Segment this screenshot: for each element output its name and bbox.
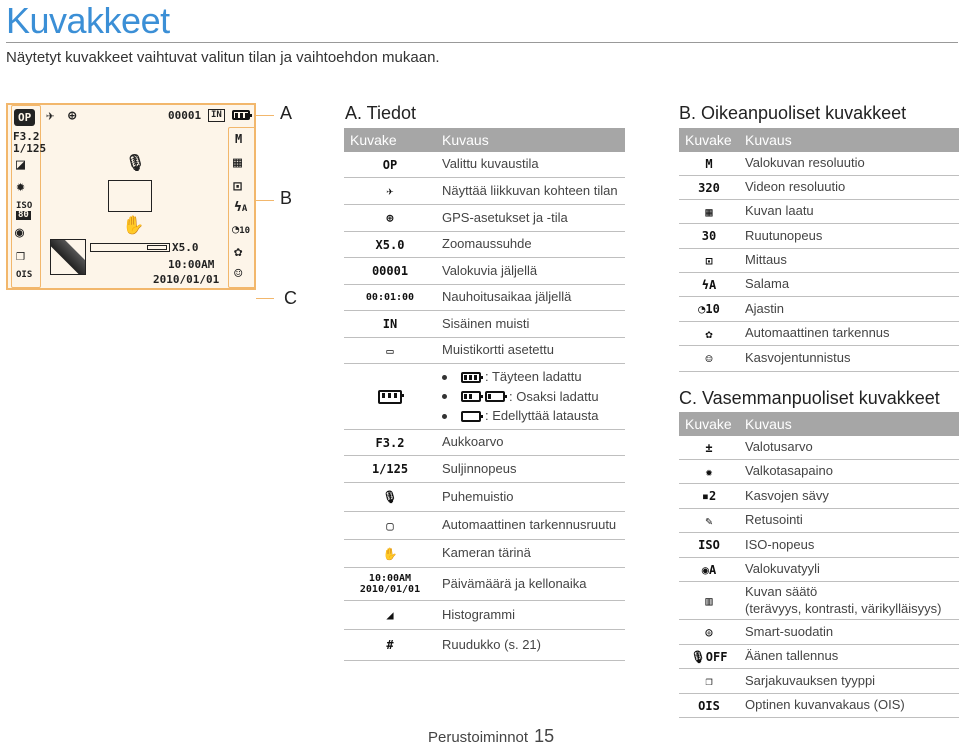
gps-icon: ⊕ bbox=[68, 108, 77, 124]
row-description: Zoomaussuhde bbox=[442, 236, 532, 252]
aperture-value: F3.2 bbox=[13, 130, 40, 143]
photo-style-icon: ◉A bbox=[701, 562, 717, 577]
record-time-icon: 00:01:00 bbox=[365, 292, 415, 303]
motion-icon: ✈ bbox=[386, 184, 394, 198]
row-description: Videon resoluutio bbox=[745, 179, 846, 195]
photo-resolution-icon: M bbox=[705, 156, 713, 171]
section-b-title: B. Oikeanpuoliset kuvakkeet bbox=[679, 103, 907, 123]
callout-line-a bbox=[256, 115, 274, 116]
date-time-icon: 10:00AM 2010/01/01 bbox=[359, 573, 421, 595]
row-description: ISO-nopeus bbox=[745, 536, 815, 552]
page-subtitle: Näytetyt kuvakkeet vaihtuvat valitun tilan ja vaihtoehdon mukaan. bbox=[6, 49, 440, 66]
battery-icon bbox=[461, 411, 481, 422]
exposure-icon: ± bbox=[705, 440, 713, 455]
row-description: Nauhoitusaikaa jäljellä bbox=[442, 289, 572, 305]
table-row bbox=[344, 456, 625, 483]
row-description: Mittaus bbox=[745, 252, 787, 268]
battery-state-text: : Osaksi ladattu bbox=[509, 388, 599, 404]
table-row bbox=[344, 430, 625, 456]
ois-icon: OIS bbox=[16, 270, 33, 280]
table-row bbox=[344, 540, 625, 568]
flash-icon: ϟA bbox=[234, 200, 248, 215]
row-description: Salama bbox=[745, 276, 790, 292]
table-row bbox=[679, 620, 959, 645]
battery-icon bbox=[344, 390, 436, 404]
table-row bbox=[679, 582, 959, 620]
row-description bbox=[436, 367, 625, 426]
table-row bbox=[679, 694, 959, 718]
motion-icon: ✈ bbox=[46, 108, 55, 124]
grid-icon: # bbox=[386, 638, 394, 652]
histogram-icon: ◢ bbox=[386, 608, 394, 622]
table-row bbox=[679, 152, 959, 176]
section-b-header bbox=[679, 128, 959, 152]
row-description: Kuvan laatu bbox=[745, 203, 814, 219]
table-row bbox=[679, 176, 959, 200]
table-row bbox=[344, 568, 625, 601]
face-detection-icon: ☺ bbox=[234, 266, 243, 282]
quality-icon: ▦ bbox=[233, 153, 243, 171]
table-row bbox=[679, 669, 959, 694]
internal-memory-icon: IN bbox=[382, 317, 398, 331]
row-description: Valittu kuvaustila bbox=[442, 156, 539, 172]
battery-state bbox=[442, 387, 625, 407]
exposure-icon: ◪ bbox=[16, 155, 26, 173]
table-row bbox=[679, 436, 959, 460]
table-row bbox=[344, 285, 625, 311]
screen-time: 10:00AM bbox=[168, 258, 215, 271]
table-row bbox=[344, 483, 625, 512]
table-row bbox=[679, 273, 959, 297]
table-row bbox=[679, 200, 959, 224]
row-description: Sarjakuvauksen tyyppi bbox=[745, 672, 876, 688]
camera-shake-icon: ✋ bbox=[122, 215, 145, 236]
autofocus-icon: ✿ bbox=[705, 326, 713, 341]
page-footer bbox=[428, 726, 554, 747]
row-description: Kasvojen sävy bbox=[745, 487, 829, 503]
focus-frame-icon: ▢ bbox=[386, 518, 394, 533]
frame-rate-icon: 30 bbox=[701, 229, 717, 243]
iso-icon-bottom: 80 bbox=[18, 210, 29, 220]
battery-state bbox=[442, 406, 625, 426]
microphone-icon: 🎙 bbox=[382, 490, 398, 504]
row-description: Ajastin bbox=[745, 300, 785, 316]
table-row bbox=[344, 364, 625, 430]
row-description: Sisäinen muisti bbox=[442, 315, 530, 331]
metering-icon: ⊡ bbox=[233, 177, 243, 195]
camera-screen bbox=[6, 103, 256, 290]
callout-line-c bbox=[256, 298, 274, 299]
row-description: Retusointi bbox=[745, 512, 803, 528]
table-row bbox=[344, 630, 625, 661]
row-description: Kasvojentunnistus bbox=[745, 350, 851, 366]
timer-icon: ◔10 bbox=[698, 302, 720, 316]
photo-counter-icon: 00001 bbox=[371, 264, 409, 278]
row-description: Kameran tärinä bbox=[442, 545, 531, 561]
white-balance-icon: ✹ bbox=[16, 177, 26, 195]
row-description: Ruudukko (s. 21) bbox=[442, 636, 541, 652]
row-description: Histogrammi bbox=[442, 606, 515, 622]
battery-icon bbox=[461, 372, 481, 383]
row-description: Automaattinen tarkennus bbox=[745, 325, 890, 341]
table-row bbox=[344, 178, 625, 205]
table-row bbox=[679, 533, 959, 558]
battery-state-text: : Edellyttää latausta bbox=[485, 408, 599, 424]
table-row bbox=[679, 558, 959, 582]
metering-icon: ⊡ bbox=[705, 253, 713, 268]
col-icon-header: Kuvake bbox=[685, 416, 732, 432]
row-description: Valokuvatyyli bbox=[745, 561, 820, 577]
aperture-icon: F3.2 bbox=[375, 435, 405, 450]
table-row bbox=[679, 322, 959, 346]
table-row bbox=[679, 249, 959, 273]
video-resolution-icon: 320 bbox=[698, 180, 720, 195]
row-description: Puhemuistio bbox=[442, 488, 514, 504]
smart-filter-icon: ◎ bbox=[705, 625, 713, 639]
ois-icon: OIS bbox=[698, 698, 720, 713]
footer-label: Perustoiminnot bbox=[428, 729, 529, 746]
face-detection-icon: ☺ bbox=[705, 351, 713, 366]
callout-label-b: B bbox=[280, 188, 293, 208]
zoom-bar bbox=[90, 243, 170, 252]
table-row bbox=[344, 152, 625, 178]
section-a-header bbox=[344, 128, 625, 152]
memory-card-icon: ▭ bbox=[386, 343, 394, 358]
table-row bbox=[679, 297, 959, 322]
shooting-mode-icon: OP bbox=[14, 109, 35, 126]
section-c-header bbox=[679, 412, 959, 436]
col-icon-header: Kuvake bbox=[685, 132, 732, 148]
row-description: Valokuvan resoluutio bbox=[745, 155, 865, 171]
row-description: Ruutunopeus bbox=[745, 227, 823, 243]
col-desc-header: Kuvaus bbox=[745, 416, 792, 432]
row-description: Aukkoarvo bbox=[442, 434, 504, 450]
camera-shake-icon: ✋ bbox=[382, 546, 398, 561]
table-row bbox=[679, 224, 959, 249]
row-description: Muistikortti asetettu bbox=[442, 342, 554, 358]
shooting-mode-icon: OP bbox=[382, 157, 398, 172]
gps-icon: ⊕ bbox=[386, 211, 394, 225]
shutter-value: 1/125 bbox=[13, 142, 47, 155]
burst-icon: ❐ bbox=[705, 674, 713, 688]
table-row bbox=[679, 484, 959, 509]
flash-icon: ϟA bbox=[701, 277, 717, 292]
row-description: Äänen tallennus bbox=[745, 648, 839, 664]
face-tone-icon: ▪2 bbox=[701, 489, 717, 503]
battery-state bbox=[442, 367, 625, 387]
microphone-icon: 🎙 bbox=[125, 153, 146, 172]
table-row bbox=[679, 509, 959, 533]
section-c-title: C. Vasemmanpuoliset kuvakkeet bbox=[679, 388, 940, 408]
row-description: Optinen kuvanvakaus (OIS) bbox=[745, 697, 905, 713]
table-row bbox=[344, 338, 625, 364]
row-description: GPS-asetukset ja -tila bbox=[442, 209, 568, 225]
table-row bbox=[679, 346, 959, 372]
table-row bbox=[679, 460, 959, 484]
battery-icon bbox=[485, 391, 505, 402]
retouch-icon: ✎ bbox=[705, 513, 713, 528]
focus-frame bbox=[108, 180, 152, 212]
row-description: Valkotasapaino bbox=[745, 463, 833, 479]
photo-resolution-icon: M bbox=[235, 132, 243, 146]
iso-icon-top: ISO bbox=[16, 201, 33, 211]
row-description: Automaattinen tarkennusruutu bbox=[442, 517, 617, 533]
voice-recording-icon: 🎙OFF bbox=[690, 649, 728, 664]
histogram bbox=[50, 239, 86, 275]
row-description: Valokuvia jäljellä bbox=[442, 262, 538, 278]
table-row bbox=[344, 232, 625, 258]
battery-state-text: : Täyteen ladattu bbox=[485, 369, 582, 385]
title-rule bbox=[6, 42, 958, 43]
battery-icon bbox=[232, 110, 250, 122]
page-number: 15 bbox=[534, 726, 555, 746]
timer-icon: ◔10 bbox=[232, 222, 251, 236]
row-description: Suljinnopeus bbox=[442, 460, 517, 476]
row-description: Kuvan säätö (terävyys, kontrasti, värikylläisyys) bbox=[745, 583, 942, 616]
page-title: Kuvakkeet bbox=[6, 0, 170, 41]
iso-icon: ISO bbox=[698, 538, 720, 552]
row-description: Näyttää liikkuvan kohteen tilan bbox=[442, 182, 618, 198]
photo-counter: 00001 bbox=[168, 109, 202, 122]
callout-label-a: A bbox=[280, 103, 293, 123]
row-description: Smart-suodatin bbox=[745, 623, 834, 639]
col-desc-header: Kuvaus bbox=[442, 132, 489, 148]
table-row bbox=[344, 601, 625, 630]
table-row bbox=[344, 258, 625, 285]
photo-style-icon: ◉ bbox=[15, 223, 25, 241]
table-row bbox=[344, 205, 625, 232]
white-balance-icon: ✹ bbox=[705, 464, 713, 479]
image-adjust-icon: ▥ bbox=[705, 593, 713, 608]
memory-icon: IN bbox=[208, 109, 225, 122]
screen-date: 2010/01/01 bbox=[153, 273, 220, 286]
col-desc-header: Kuvaus bbox=[745, 132, 792, 148]
burst-icon: ❐ bbox=[16, 246, 26, 264]
section-a-title: A. Tiedot bbox=[345, 103, 417, 123]
table-row bbox=[344, 512, 625, 540]
zoom-bar-icon: X5.0 bbox=[375, 237, 405, 252]
shutter-icon: 1/125 bbox=[371, 462, 409, 476]
quality-icon: ▦ bbox=[705, 204, 713, 219]
autofocus-icon: ✿ bbox=[234, 244, 243, 260]
row-description: Päivämäärä ja kellonaika bbox=[442, 575, 587, 591]
zoom-value: X5.0 bbox=[172, 241, 199, 254]
callout-label-c: C bbox=[284, 288, 297, 308]
battery-icon bbox=[461, 391, 481, 402]
table-row bbox=[679, 645, 959, 669]
callout-line-b bbox=[256, 200, 274, 201]
table-row bbox=[344, 311, 625, 338]
row-description: Valotusarvo bbox=[745, 439, 813, 455]
col-icon-header: Kuvake bbox=[350, 132, 397, 148]
